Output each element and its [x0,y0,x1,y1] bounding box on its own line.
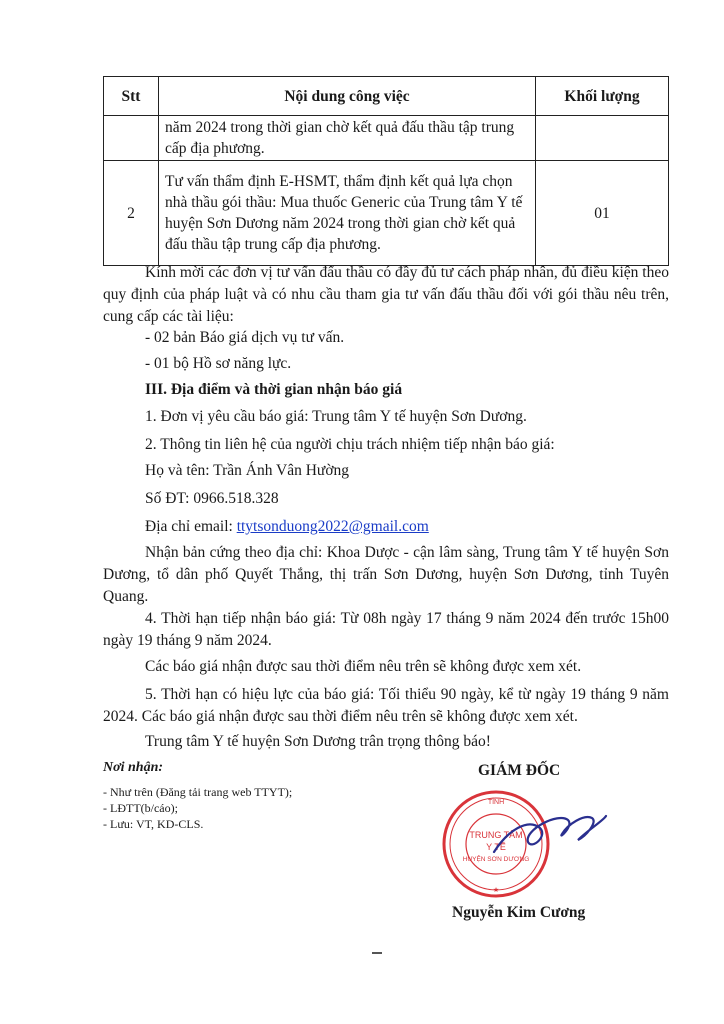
validity-text: 5. Thời hạn có hiệu lực của báo giá: Tối thiểu 90 ngày, kể từ ngày 19 tháng 9 năm 2024. Các báo giá nhận được sau thời điểm nêu trên sẽ không được xem xét. [103,686,669,725]
closing-line: Trung tâm Y tế huyện Sơn Dương trân trọng thông báo! [145,733,491,750]
svg-text:HUYỆN SƠN DƯƠNG: HUYỆN SƠN DƯƠNG [462,856,530,863]
svg-text:Y TẾ: Y TẾ [486,842,506,852]
email-link[interactable]: ttytsonduong2022@gmail.com [236,518,429,535]
item-1: 1. Đơn vị yêu cầu báo giá: Trung tâm Y tế huyện Sơn Dương. [145,408,527,425]
signer-name: Nguyễn Kim Cương [452,904,586,921]
contact-name: Họ và tên: Trần Ánh Vân Hường [145,462,350,479]
doc-item-2: - 01 bộ Hồ sơ năng lực. [145,355,292,372]
header-qty: Khối lượng [536,77,669,116]
recipient-item: - Như trên (Đăng tải trang web TTYT); [103,785,293,799]
svg-text:TỈNH: TỈNH [487,799,505,806]
page-dash [372,952,382,954]
row-qty [536,116,669,161]
recipient-item: - Lưu: VT, KD-CLS. [103,817,204,831]
hardcopy-text: Nhận bản cứng theo địa chỉ: Khoa Dược - cận lâm sàng, Trung tâm Y tế huyện Sơn Dương, tổ dân phố Quyết Thắng, thị trấn Sơn Dương, huyện Sơn Dương, tỉnh Tuyên Quang. [103,544,669,605]
deadline-text: 4. Thời hạn tiếp nhận báo giá: Từ 08h ngày 17 tháng 9 năm 2024 đến trước 15h00 ngày 19 tháng 9 năm 2024. [103,610,669,649]
item-2: 2. Thông tin liên hệ của người chịu trách nhiệm tiếp nhận báo giá: [145,436,555,453]
row-qty: 01 [536,161,669,266]
svg-text:TRUNG TÂM: TRUNG TÂM [469,830,523,840]
contact-email-line [145,516,429,538]
table-header-row [104,77,669,116]
signature-icon [488,800,608,870]
invite-text: Kính mời các đơn vị tư vấn đấu thầu có đầy đủ tư cách pháp nhân, đủ điều kiện theo quy định của pháp luật và có nhu cầu tham gia tư vấn đấu thầu đối với gói thầu nêu trên, cung cấp các tài liệu: [103,264,669,325]
row-stt [104,116,159,161]
work-table [103,76,669,266]
row-content: năm 2024 trong thời gian chờ kết quả đấu thầu tập trung cấp địa phương. [159,116,536,161]
validity-paragraph [103,684,669,728]
contact-phone: Số ĐT: 0966.518.328 [145,490,279,507]
recipients-title: Nơi nhận: [103,760,164,775]
hardcopy-paragraph [103,542,669,608]
recipient-item: - LĐTT(b/cáo); [103,801,178,815]
doc-item-1: - 02 bản Báo giá dịch vụ tư vấn. [145,329,345,346]
invitation-paragraph [103,262,669,328]
recipients-block [103,760,292,832]
late-notice: Các báo giá nhận được sau thời điểm nêu trên sẽ không được xem xét. [145,658,582,675]
row-stt: 2 [104,161,159,266]
signer-title: GIÁM ĐỐC [478,762,561,779]
table-row [104,116,669,161]
row-content: Tư vấn thẩm định E-HSMT, thẩm định kết quả lựa chọn nhà thầu gói thầu: Mua thuốc Generic của Trung tâm Y tế huyện Sơn Dương năm 2024 trong thời gian chờ kết quả đấu thầu tập trung cấp địa phương. [159,161,536,266]
deadline-paragraph [103,608,669,652]
header-stt: Stt [104,77,159,116]
svg-text:★: ★ [492,887,500,894]
table-row [104,161,669,266]
section-heading: III. Địa điểm và thời gian nhận báo giá [145,381,403,398]
header-content: Nội dung công việc [159,77,536,116]
email-label: Địa chỉ email: [145,518,237,535]
